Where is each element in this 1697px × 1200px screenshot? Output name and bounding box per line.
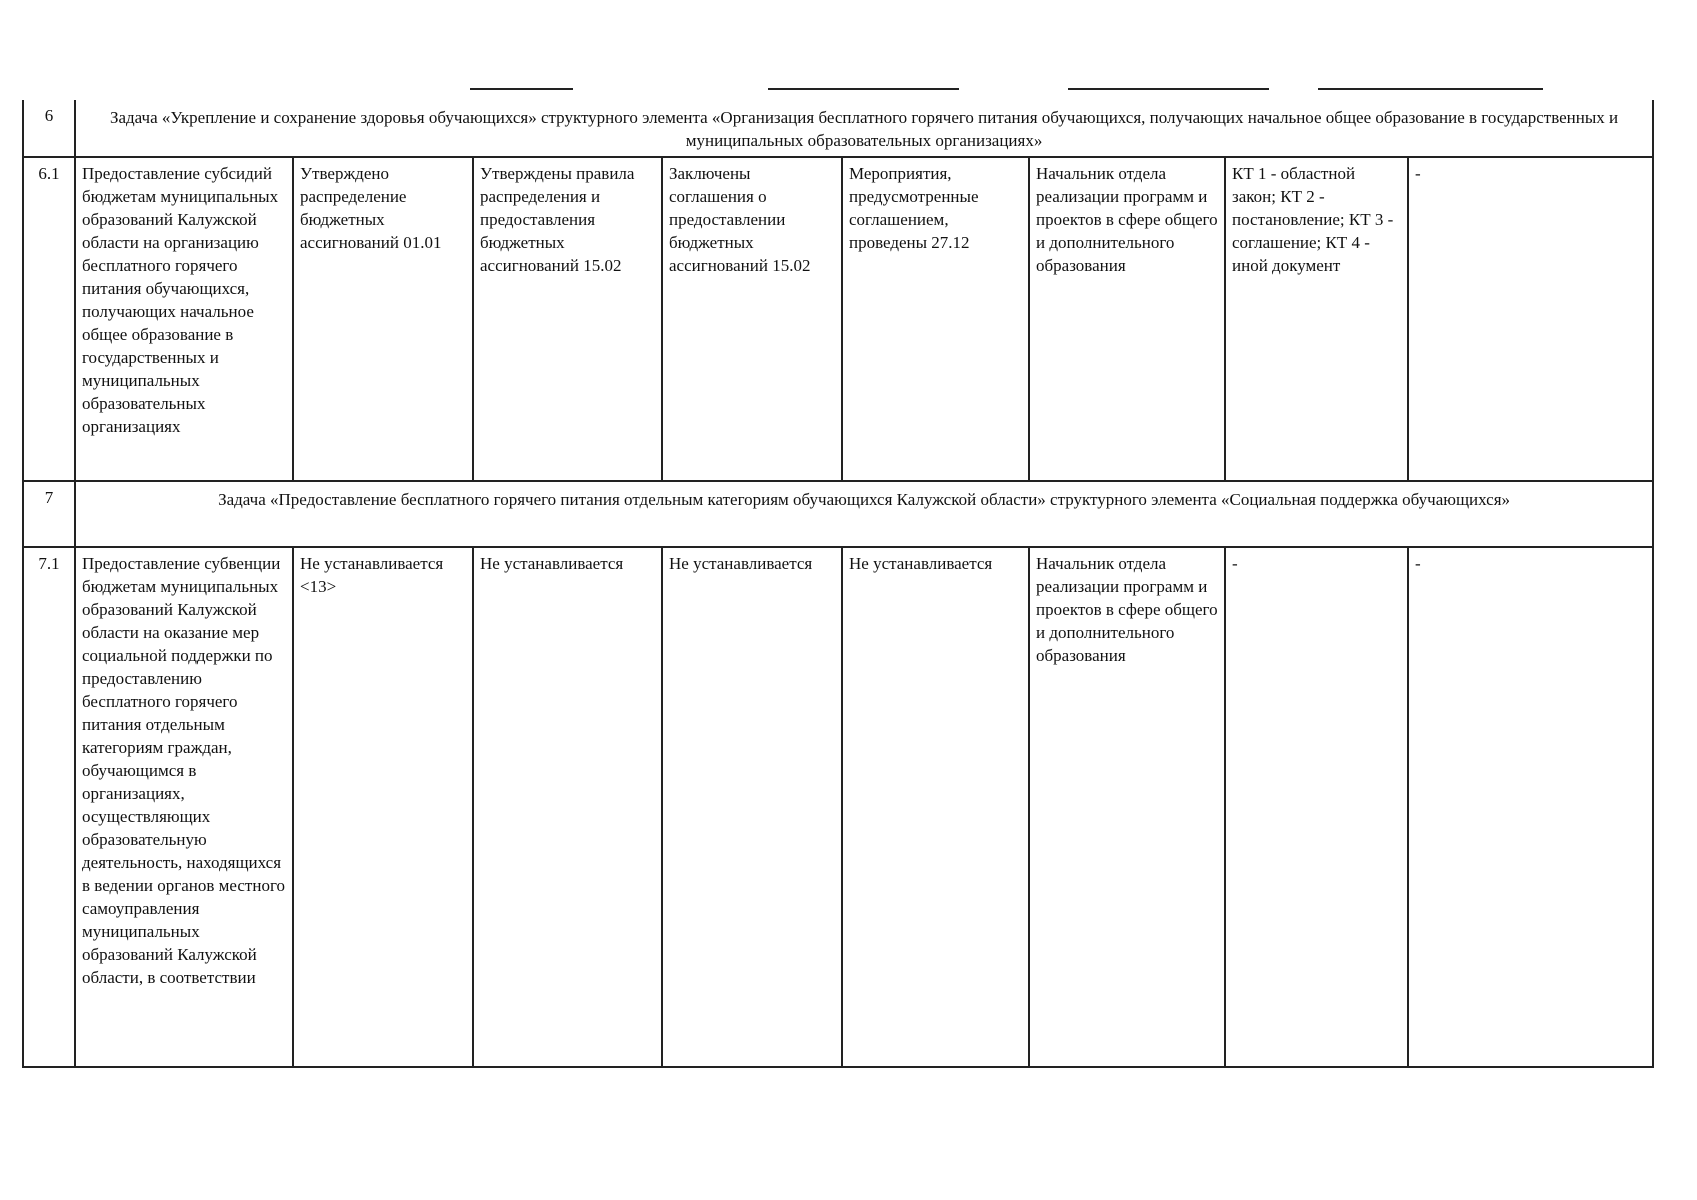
- row-number: 7: [23, 481, 75, 547]
- responsible-cell: Начальник отдела реализации программ и проектов в сфере общего и дополнительного образования: [1029, 547, 1225, 1067]
- task-row-7: [23, 481, 1653, 547]
- task-title: Задача «Укрепление и сохранение здоровья обучающихся» структурного элемента «Организация бесплатного горячего питания обучающихся, получающих начальное общее образование в государственных и муниципальных образовательных организациях»: [75, 100, 1653, 157]
- header-rule-fragment: [1068, 88, 1269, 90]
- row-number: 6: [23, 100, 75, 157]
- checkpoint-1-cell: Не устанавливается <13>: [293, 547, 473, 1067]
- checkpoint-2-cell: Утверждены правила распределения и предоставления бюджетных ассигнований 15.02: [473, 157, 662, 481]
- activity-cell: Предоставление субвенции бюджетам муниципальных образований Калужской области на оказание мер социальной поддержки по предоставлению бесплатного горячего питания отдельным категориям граждан, обучающимся в организациях, осуществляющих образовательную деятельность, находящихся в ведении органов местного самоуправления муниципальных образований Калужской области, в соответствии: [75, 547, 293, 1067]
- table-row-6-1: [23, 157, 1653, 481]
- checkpoint-1-cell: Утверждено распределение бюджетных ассигнований 01.01: [293, 157, 473, 481]
- info-system-cell: -: [1408, 157, 1653, 481]
- checkpoint-3-cell: Не устанавливается: [662, 547, 842, 1067]
- task-row-6: [23, 100, 1653, 157]
- row-number: 6.1: [23, 157, 75, 481]
- header-rule-fragment: [1318, 88, 1543, 90]
- checkpoint-3-cell: Заключены соглашения о предоставлении бюджетных ассигнований 15.02: [662, 157, 842, 481]
- info-system-cell: -: [1408, 547, 1653, 1067]
- document-type-cell: КТ 1 - областной закон; КТ 2 - постановление; КТ 3 - соглашение; КТ 4 - иной документ: [1225, 157, 1408, 481]
- responsible-cell: Начальник отдела реализации программ и проектов в сфере общего и дополнительного образования: [1029, 157, 1225, 481]
- checkpoint-4-cell: Мероприятия, предусмотренные соглашением, проведены 27.12: [842, 157, 1029, 481]
- document-type-cell: -: [1225, 547, 1408, 1067]
- activity-cell: Предоставление субсидий бюджетам муниципальных образований Калужской области на организацию бесплатного горячего питания обучающихся, получающих начальное общее образование в государственных и муниципальных образовательных организациях: [75, 157, 293, 481]
- header-rule-fragment: [768, 88, 959, 90]
- checkpoint-2-cell: Не устанавливается: [473, 547, 662, 1067]
- checkpoint-4-cell: Не устанавливается: [842, 547, 1029, 1067]
- table-row-7-1: [23, 547, 1653, 1067]
- plan-table: [22, 100, 1654, 1068]
- row-number: 7.1: [23, 547, 75, 1067]
- task-title: Задача «Предоставление бесплатного горячего питания отдельным категориям обучающихся Калужской области» структурного элемента «Социальная поддержка обучающихся»: [75, 481, 1653, 547]
- header-rule-fragment: [470, 88, 573, 90]
